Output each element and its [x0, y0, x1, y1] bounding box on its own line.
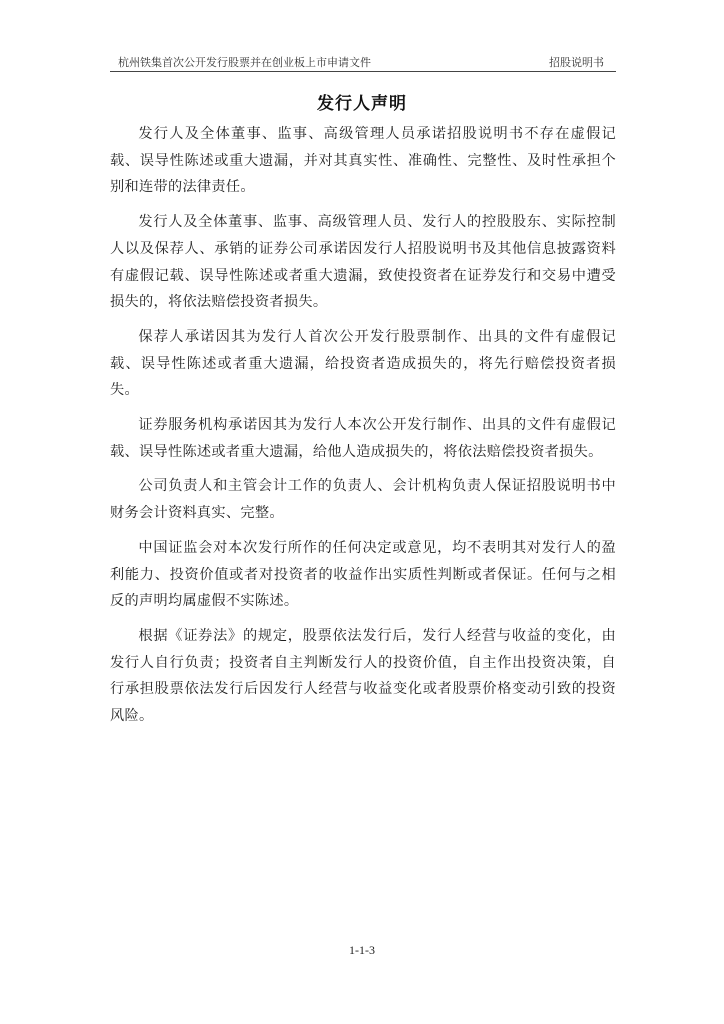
- paragraph-5: 公司负责人和主管会计工作的负责人、会计机构负责人保证招股说明书中财务会计资料真实、完整。: [110, 478, 616, 522]
- page-title: 发行人声明: [317, 94, 407, 114]
- header-divider: [110, 71, 616, 72]
- paragraph-1: 发行人及全体董事、监事、高级管理人员承诺招股说明书不存在虚假记载、误导性陈述或重大遗漏，并对其真实性、准确性、完整性、及时性承担个别和连带的法律责任。: [110, 126, 616, 196]
- paragraph-3: 保荐人承诺因其为发行人首次公开发行股票制作、出具的文件有虚假记载、误导性陈述或者重大遗漏，给投资者造成损失的，将先行赔偿投资者损失。: [110, 328, 616, 399]
- paragraph-7: 根据《证券法》的规定，股票依法发行后，发行人经营与收益的变化，由发行人自行负责；投资者自主判断发行人的投资价值，自主作出投资决策，自行承担股票依法发行后因发行人经营与收益变化或者股票价格变动引致的投资风险。: [110, 627, 616, 725]
- paragraph-2: 发行人及全体董事、监事、高级管理人员、发行人的控股股东、实际控制人以及保荐人、承销的证券公司承诺因发行人招股说明书及其他信息披露资料有虚假记载、误导性陈述或者重大遗漏，致使投资者在证券发行和交易中遭受损失的，将依法赔偿投资者损失。: [110, 214, 616, 311]
- running-header: [114, 54, 616, 70]
- page-number: 1-1-3: [349, 943, 375, 957]
- paragraph-6: 中国证监会对本次发行所作的任何决定或意见，均不表明其对发行人的盈利能力、投资价值或者对投资者的收益作出实质性判断或者保证。任何与之相反的声明均属虚假不实陈述。: [110, 539, 616, 610]
- paragraph-4: 证券服务机构承诺因其为发行人本次公开发行制作、出具的文件有虚假记载、误导性陈述或者重大遗漏，给他人造成损失的，将依法赔偿投资者损失。: [110, 417, 616, 460]
- declaration-body: [110, 121, 616, 738]
- header-document-type: 招股说明书: [549, 56, 604, 69]
- header-document-name: 杭州铁集首次公开发行股票并在创业板上市申请文件: [118, 56, 371, 69]
